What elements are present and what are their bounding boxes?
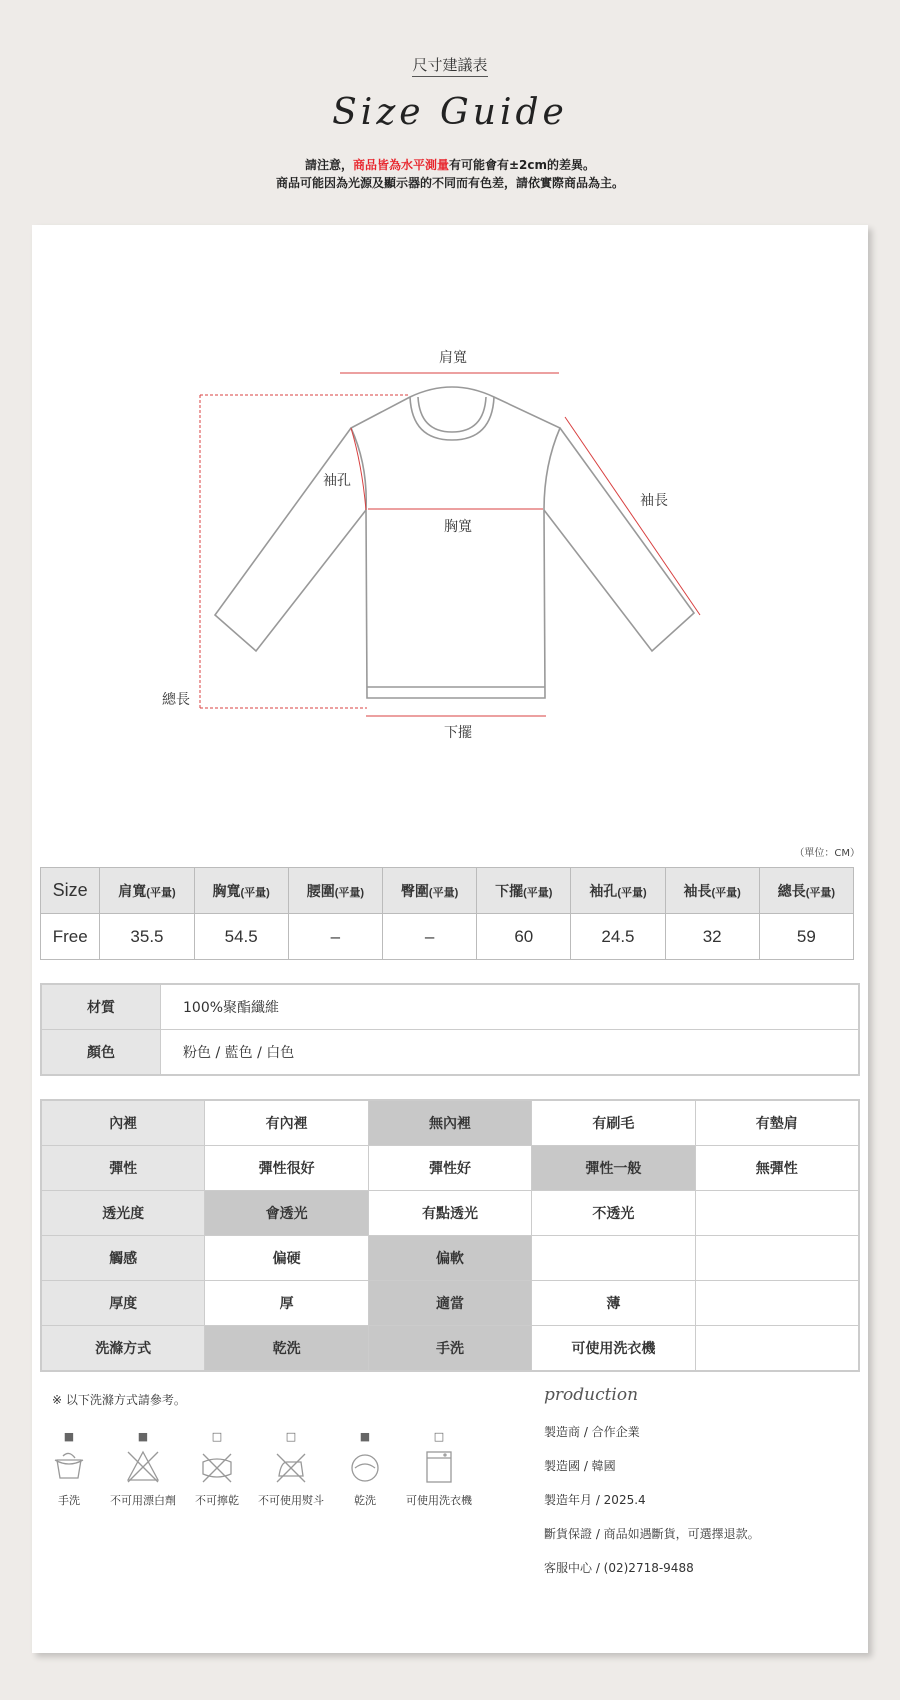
- size-value-cell: 24.5: [571, 914, 665, 960]
- size-value-cell: –: [382, 914, 476, 960]
- wash-label: 乾洗: [354, 1494, 376, 1507]
- measurement-note: 請注意，商品皆為水平測量有可能會有±2cm的差異。 商品可能因為光源及顯示器的不同而有色差，請依實際商品為主。: [275, 158, 624, 190]
- material-value: 100%聚酯纖維: [161, 984, 860, 1030]
- production-info: [544, 1385, 844, 1585]
- feature-option: 彈性很好: [205, 1146, 368, 1191]
- table-row: [41, 1191, 859, 1236]
- wash-mark: □: [433, 1430, 445, 1443]
- feature-option: [532, 1236, 695, 1281]
- feature-option: 不透光: [532, 1191, 695, 1236]
- table-row: [41, 914, 854, 960]
- wash-label: 不可擰乾: [195, 1494, 239, 1507]
- size-table-header: [41, 868, 854, 914]
- label-chest: 胸寬: [444, 519, 472, 535]
- feature-option: 無彈性: [695, 1146, 859, 1191]
- unit-label: （單位：CM）: [794, 848, 860, 859]
- feature-option: 手洗: [368, 1326, 531, 1372]
- label-shoulder: 肩寬: [439, 350, 467, 366]
- sweater-outline: [215, 387, 694, 698]
- wash-mark: ■: [359, 1430, 371, 1443]
- size-header-cell: 肩寬(平量): [100, 868, 194, 914]
- feature-option: 會透光: [205, 1191, 368, 1236]
- wash-mark: ■: [63, 1430, 75, 1443]
- feature-option: 彈性一般: [532, 1146, 695, 1191]
- feature-option: 乾洗: [205, 1326, 368, 1372]
- feature-option: 無內裡: [368, 1100, 531, 1146]
- feature-label: 透光度: [41, 1191, 205, 1236]
- measure-lines: [200, 373, 700, 716]
- color-label: 顏色: [41, 1030, 161, 1076]
- table-row: [41, 1236, 859, 1281]
- size-header-cell: 臀圍(平量): [382, 868, 476, 914]
- size-header-cell: 腰圍(平量): [288, 868, 382, 914]
- feature-label: 觸感: [41, 1236, 205, 1281]
- size-header-cell: 胸寬(平量): [194, 868, 288, 914]
- size-value-cell: 35.5: [100, 914, 194, 960]
- production-title: production: [544, 1385, 639, 1405]
- wash-label: 手洗: [58, 1494, 80, 1507]
- feature-option: [695, 1236, 859, 1281]
- table-row: [41, 1030, 859, 1076]
- production-line: 製造商 / 合作企業: [544, 1425, 640, 1439]
- wash-note: ※ 以下洗滌方式請參考。: [52, 1393, 186, 1407]
- production-line: 客服中心 / (02)2718-9488: [544, 1561, 694, 1575]
- label-length: 總長: [162, 692, 190, 708]
- garment-diagram: [32, 225, 868, 835]
- size-header-cell: 下擺(平量): [477, 868, 571, 914]
- wash-label: 可使用洗衣機: [406, 1494, 472, 1507]
- size-value-cell: 54.5: [194, 914, 288, 960]
- size-header-cell: 袖孔(平量): [571, 868, 665, 914]
- label-hem: 下擺: [444, 725, 472, 741]
- wash-mark: □: [285, 1430, 297, 1443]
- production-line: 製造國 / 韓國: [544, 1459, 616, 1473]
- feature-option: 適當: [368, 1281, 531, 1326]
- feature-label: 厚度: [41, 1281, 205, 1326]
- feature-option: 有內裡: [205, 1100, 368, 1146]
- size-chart-kicker: 尺寸建議表: [0, 54, 900, 75]
- table-row: [41, 1146, 859, 1191]
- wash-mark: □: [211, 1430, 223, 1443]
- material-label: 材質: [41, 984, 161, 1030]
- feature-label: 洗滌方式: [41, 1326, 205, 1372]
- feature-option: 薄: [532, 1281, 695, 1326]
- wash-item: [394, 1430, 484, 1508]
- wash-label: 不可使用熨斗: [258, 1494, 324, 1507]
- feature-option: [695, 1281, 859, 1326]
- feature-option: [695, 1326, 859, 1372]
- feature-option: 厚: [205, 1281, 368, 1326]
- size-value-cell: Free: [41, 914, 100, 960]
- production-line: 製造年月 / 2025.4: [544, 1493, 646, 1507]
- label-sleeve: 袖長: [640, 493, 668, 509]
- wash-mark: ■: [137, 1430, 149, 1443]
- table-row: [41, 1326, 859, 1372]
- size-value-cell: 59: [759, 914, 853, 960]
- color-value: 粉色 / 藍色 / 白色: [161, 1030, 860, 1076]
- table-row: [41, 1100, 859, 1146]
- size-header-cell: 袖長(平量): [665, 868, 759, 914]
- feature-option: 有點透光: [368, 1191, 531, 1236]
- content-card: [32, 225, 868, 1653]
- size-header-cell: Size: [41, 868, 100, 914]
- feature-option: 偏硬: [205, 1236, 368, 1281]
- page-title: Size Guide: [332, 92, 568, 133]
- feature-label: 內裡: [41, 1100, 205, 1146]
- size-value-cell: 60: [477, 914, 571, 960]
- page-header: [0, 0, 900, 220]
- table-row: [41, 984, 859, 1030]
- feature-option: 彈性好: [368, 1146, 531, 1191]
- size-table: [40, 867, 854, 960]
- feature-option: [695, 1191, 859, 1236]
- wash-label: 不可用漂白劑: [110, 1494, 176, 1507]
- table-row: [41, 1281, 859, 1326]
- feature-option: 可使用洗衣機: [532, 1326, 695, 1372]
- feature-label: 彈性: [41, 1146, 205, 1191]
- production-line: 斷貨保證 / 商品如遇斷貨，可選擇退款。: [544, 1527, 760, 1541]
- feature-option: 有刷毛: [532, 1100, 695, 1146]
- size-value-cell: –: [288, 914, 382, 960]
- feature-option: 有墊肩: [695, 1100, 859, 1146]
- size-value-cell: 32: [665, 914, 759, 960]
- feature-option: 偏軟: [368, 1236, 531, 1281]
- feature-table: [40, 1099, 860, 1372]
- material-table: [40, 983, 860, 1076]
- washing-machine-icon: [394, 1448, 484, 1488]
- label-armhole: 袖孔: [323, 473, 351, 489]
- size-header-cell: 總長(平量): [759, 868, 853, 914]
